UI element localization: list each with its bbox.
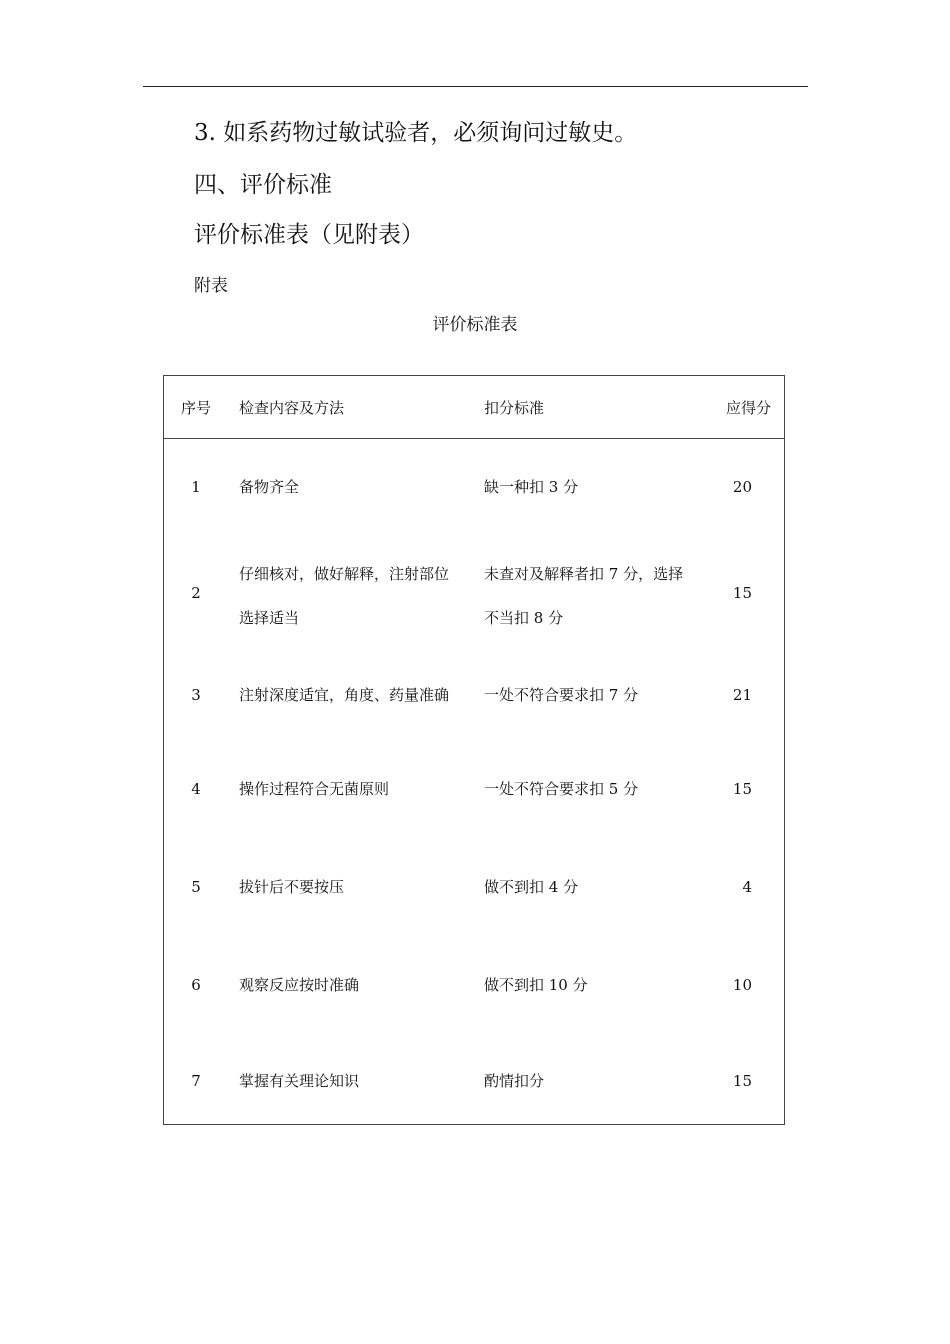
row-score: 15 bbox=[732, 1072, 752, 1090]
row-no: 5 bbox=[191, 878, 201, 896]
section-heading-evaluation: 四、评价标准 bbox=[194, 172, 332, 198]
row-no: 1 bbox=[191, 478, 201, 496]
row-content: 拔针后不要按压 bbox=[239, 878, 345, 896]
paragraph-table-reference: 评价标准表（见附表） bbox=[194, 222, 424, 248]
row-score: 21 bbox=[732, 686, 752, 704]
row-deduct: 做不到扣 4 分 bbox=[484, 878, 579, 896]
row-score: 20 bbox=[732, 478, 752, 496]
row-content: 备物齐全 bbox=[239, 478, 300, 496]
row-deduct-line-2: 不当扣 8 分 bbox=[484, 609, 564, 627]
row-score: 4 bbox=[742, 878, 752, 896]
row-no: 4 bbox=[191, 780, 201, 798]
row-deduct-line-1: 未查对及解释者扣 7 分，选择 bbox=[484, 565, 684, 583]
row-content-line-1: 仔细核对，做好解释，注射部位 bbox=[239, 565, 450, 583]
paragraph-item-3: 3. 如系药物过敏试验者，必须询问过敏史。 bbox=[194, 120, 638, 146]
table-header-row bbox=[164, 376, 784, 439]
row-content: 掌握有关理论知识 bbox=[239, 1072, 360, 1090]
row-deduct: 一处不符合要求扣 5 分 bbox=[484, 780, 639, 798]
row-deduct: 一处不符合要求扣 7 分 bbox=[484, 686, 639, 704]
header-rule bbox=[143, 86, 808, 87]
row-content: 操作过程符合无菌原则 bbox=[239, 780, 390, 798]
row-no: 2 bbox=[191, 584, 201, 602]
row-no: 7 bbox=[191, 1072, 201, 1090]
row-content: 注射深度适宜，角度、药量准确 bbox=[239, 686, 450, 704]
row-content: 观察反应按时准确 bbox=[239, 976, 360, 994]
table-title: 评价标准表 bbox=[432, 315, 518, 335]
row-content-line-2: 选择适当 bbox=[239, 609, 300, 627]
row-deduct: 酌情扣分 bbox=[484, 1072, 545, 1090]
row-deduct: 做不到扣 10 分 bbox=[484, 976, 588, 994]
header-no: 序号 bbox=[180, 399, 211, 417]
row-no: 6 bbox=[191, 976, 201, 994]
row-score: 15 bbox=[732, 780, 752, 798]
row-no: 3 bbox=[191, 686, 201, 704]
evaluation-table bbox=[163, 375, 785, 1125]
header-score: 应得分 bbox=[726, 399, 772, 417]
row-score: 10 bbox=[732, 976, 752, 994]
appendix-label: 附表 bbox=[194, 276, 228, 296]
row-score: 15 bbox=[732, 584, 752, 602]
header-deduct: 扣分标准 bbox=[484, 399, 545, 417]
row-deduct: 缺一种扣 3 分 bbox=[484, 478, 579, 496]
header-content: 检查内容及方法 bbox=[239, 399, 345, 417]
